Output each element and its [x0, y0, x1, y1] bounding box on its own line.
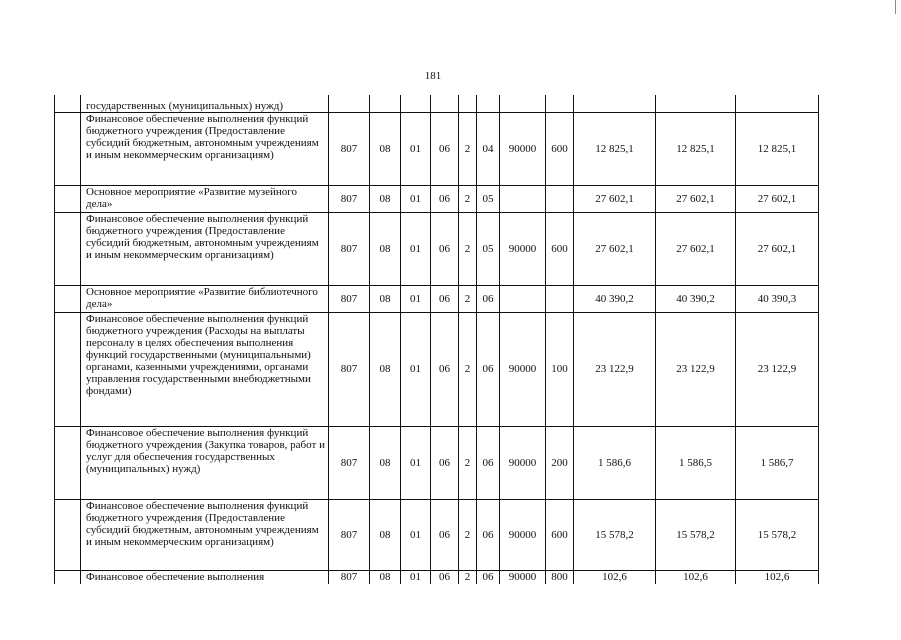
amount-cell: 15 578,2 [574, 499, 656, 570]
amount-cell: 102,6 [736, 570, 819, 584]
amount-cell: 23 122,9 [574, 312, 656, 426]
row-description: Финансовое обеспечение выполнения функций бюджетного учреждения (Предоставление субсидий бюджетным, автономным учреждениям и иным некоммерческим организациям) [81, 212, 329, 285]
table-row [55, 95, 819, 112]
value-cell: 01 [401, 285, 431, 312]
value-cell: 01 [401, 426, 431, 499]
value-cell: 2 [459, 570, 477, 584]
value-cell: 807 [329, 212, 370, 285]
value-cell: 90000 [500, 426, 546, 499]
blank-cell [55, 312, 81, 426]
value-cell: 01 [401, 112, 431, 185]
value-cell: 08 [370, 212, 401, 285]
amount-cell: 1 586,7 [736, 426, 819, 499]
value-cell: 04 [477, 112, 500, 185]
value-cell: 08 [370, 112, 401, 185]
value-cell: 01 [401, 212, 431, 285]
margin-mark [895, 0, 896, 14]
value-cell: 06 [431, 285, 459, 312]
value-cell: 06 [431, 112, 459, 185]
value-cell [546, 95, 574, 112]
table-row [55, 112, 819, 185]
value-cell: 08 [370, 499, 401, 570]
value-cell: 06 [431, 312, 459, 426]
value-cell: 05 [477, 185, 500, 212]
blank-cell [55, 185, 81, 212]
amount-cell: 12 825,1 [574, 112, 656, 185]
amount-cell: 12 825,1 [656, 112, 736, 185]
amount-cell: 40 390,3 [736, 285, 819, 312]
value-cell [546, 285, 574, 312]
value-cell: 06 [431, 570, 459, 584]
blank-cell [55, 95, 81, 112]
amount-cell: 15 578,2 [736, 499, 819, 570]
value-cell: 01 [401, 499, 431, 570]
value-cell [500, 185, 546, 212]
value-cell [500, 95, 546, 112]
value-cell [401, 95, 431, 112]
row-description: Финансовое обеспечение выполнения функций бюджетного учреждения (Закупка товаров, работ и услуг для обеспечения государственных (муниципальных) нужд) [81, 426, 329, 499]
value-cell: 2 [459, 212, 477, 285]
value-cell [370, 95, 401, 112]
value-cell [329, 95, 370, 112]
value-cell: 2 [459, 285, 477, 312]
table-body [55, 95, 819, 584]
value-cell: 06 [431, 185, 459, 212]
value-cell: 200 [546, 426, 574, 499]
value-cell: 2 [459, 185, 477, 212]
value-cell: 01 [401, 185, 431, 212]
value-cell: 90000 [500, 312, 546, 426]
value-cell: 08 [370, 312, 401, 426]
amount-cell: 27 602,1 [656, 185, 736, 212]
table-row [55, 185, 819, 212]
budget-table [54, 95, 819, 584]
table-row [55, 285, 819, 312]
amount-cell: 40 390,2 [656, 285, 736, 312]
table-row [55, 499, 819, 570]
amount-cell [656, 95, 736, 112]
amount-cell: 15 578,2 [656, 499, 736, 570]
value-cell: 06 [431, 212, 459, 285]
value-cell: 600 [546, 212, 574, 285]
value-cell: 06 [477, 426, 500, 499]
value-cell: 2 [459, 499, 477, 570]
row-description: Основное мероприятие «Развитие библиотечного дела» [81, 285, 329, 312]
value-cell: 01 [401, 570, 431, 584]
value-cell: 807 [329, 112, 370, 185]
value-cell: 05 [477, 212, 500, 285]
amount-cell: 1 586,6 [574, 426, 656, 499]
value-cell [500, 285, 546, 312]
row-description: Финансовое обеспечение выполнения функций бюджетного учреждения (Предоставление субсидий бюджетным, автономным учреждениям и иным некоммерческим организациям) [81, 499, 329, 570]
value-cell: 807 [329, 499, 370, 570]
value-cell: 100 [546, 312, 574, 426]
blank-cell [55, 499, 81, 570]
amount-cell: 27 602,1 [736, 212, 819, 285]
blank-cell [55, 212, 81, 285]
value-cell: 90000 [500, 212, 546, 285]
value-cell: 01 [401, 312, 431, 426]
amount-cell: 40 390,2 [574, 285, 656, 312]
value-cell: 807 [329, 426, 370, 499]
value-cell: 06 [431, 426, 459, 499]
value-cell: 807 [329, 570, 370, 584]
amount-cell: 27 602,1 [574, 185, 656, 212]
value-cell: 08 [370, 285, 401, 312]
blank-cell [55, 285, 81, 312]
table-row [55, 426, 819, 499]
value-cell: 08 [370, 185, 401, 212]
table-row [55, 212, 819, 285]
value-cell: 90000 [500, 112, 546, 185]
blank-cell [55, 426, 81, 499]
value-cell [459, 95, 477, 112]
value-cell: 600 [546, 499, 574, 570]
amount-cell: 27 602,1 [736, 185, 819, 212]
value-cell: 08 [370, 426, 401, 499]
value-cell: 06 [477, 285, 500, 312]
amount-cell: 12 825,1 [736, 112, 819, 185]
row-description: Финансовое обеспечение выполнения [81, 570, 329, 584]
value-cell: 807 [329, 285, 370, 312]
amount-cell: 102,6 [656, 570, 736, 584]
blank-cell [55, 112, 81, 185]
value-cell: 807 [329, 312, 370, 426]
blank-cell [55, 570, 81, 584]
row-description: Основное мероприятие «Развитие музейного дела» [81, 185, 329, 212]
amount-cell [574, 95, 656, 112]
amount-cell: 1 586,5 [656, 426, 736, 499]
value-cell: 600 [546, 112, 574, 185]
amount-cell [736, 95, 819, 112]
value-cell: 90000 [500, 570, 546, 584]
amount-cell: 23 122,9 [656, 312, 736, 426]
value-cell: 06 [431, 499, 459, 570]
value-cell [546, 185, 574, 212]
value-cell: 06 [477, 570, 500, 584]
value-cell: 2 [459, 312, 477, 426]
page-number: 181 [424, 70, 442, 82]
table-row [55, 570, 819, 584]
amount-cell: 23 122,9 [736, 312, 819, 426]
amount-cell: 27 602,1 [574, 212, 656, 285]
row-description: Финансовое обеспечение выполнения функций бюджетного учреждения (Предоставление субсидий бюджетным, автономным учреждениям и иным некоммерческим организациям) [81, 112, 329, 185]
value-cell: 06 [477, 499, 500, 570]
value-cell [431, 95, 459, 112]
value-cell: 2 [459, 112, 477, 185]
value-cell: 06 [477, 312, 500, 426]
amount-cell: 102,6 [574, 570, 656, 584]
value-cell: 807 [329, 185, 370, 212]
value-cell: 2 [459, 426, 477, 499]
value-cell: 90000 [500, 499, 546, 570]
value-cell [477, 95, 500, 112]
table-row [55, 312, 819, 426]
row-description: Финансовое обеспечение выполнения функций бюджетного учреждения (Расходы на выплаты персоналу в целях обеспечения выполнения функций государственными (муниципальными) органами, казенными учреждениями, органами управления государственными внебюджетными фондами) [81, 312, 329, 426]
value-cell: 08 [370, 570, 401, 584]
amount-cell: 27 602,1 [656, 212, 736, 285]
value-cell: 800 [546, 570, 574, 584]
row-description: государственных (муниципальных) нужд) [81, 95, 329, 112]
